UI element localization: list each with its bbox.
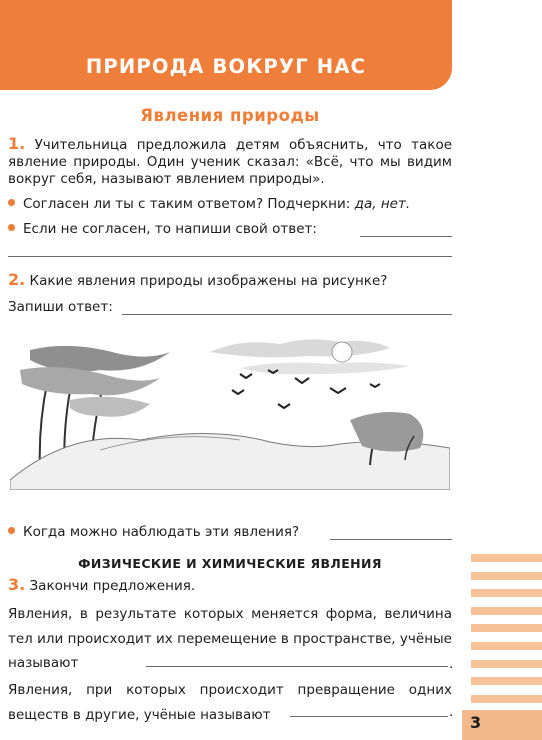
answer-line[interactable] <box>122 314 452 315</box>
task3-sentence2-text: Явления, при которых происходит превращение одних веществ в другие, учёные называют <box>8 682 452 723</box>
task3-number: 3. <box>8 575 26 594</box>
answer-line[interactable] <box>8 256 452 257</box>
task1-text-block <box>8 136 452 187</box>
task2-bullet-text: Когда можно наблюдать эти явления? <box>23 524 300 540</box>
task2-answer-label: Запиши ответ: <box>8 299 113 315</box>
bullet-dot-icon <box>8 199 15 206</box>
end-mark: . <box>449 656 454 672</box>
task3-sentence2 <box>8 678 452 727</box>
section-heading: ФИЗИЧЕСКИЕ И ХИМИЧЕСКИЕ ЯВЛЕНИЯ <box>78 556 382 571</box>
task1-bullet2-text: Если не согласен, то напиши свой ответ: <box>23 221 317 237</box>
end-mark: . <box>449 704 454 720</box>
answer-line[interactable] <box>330 539 452 540</box>
bullet-dot-icon <box>8 224 15 231</box>
chapter-title: ПРИРОДА ВОКРУГ НАС <box>85 55 367 78</box>
task2-text-block <box>8 272 452 290</box>
task1-bullet1 <box>8 196 452 213</box>
answer-line[interactable] <box>146 666 448 667</box>
task2-text: Какие явления природы изображены на рисунке? <box>29 273 388 289</box>
task3-text-block <box>8 577 452 595</box>
page-number: 3 <box>470 713 482 732</box>
task3-sentence1 <box>8 602 452 676</box>
task1-bullet1-text: Согласен ли ты с таким ответом? Подчеркни: <box>23 196 351 212</box>
nature-illustration <box>10 330 450 490</box>
task1-text: Учительница предложила детям объяснить, что такое явление природы. Один ученик сказал: «Всё, что мы видим вокруг себя, называют явлением природы». <box>8 137 453 187</box>
option-yes[interactable]: да, <box>354 196 377 212</box>
task3-text: Закончи предложения. <box>29 578 196 594</box>
answer-line[interactable] <box>360 236 452 237</box>
task3-sentence1-text: Явления, в результате которых меняется форма, величина тел или происходит их перемещение в пространстве, учёные называют <box>8 606 452 672</box>
decorative-stripes <box>471 554 542 712</box>
task2-number: 2. <box>8 270 26 289</box>
option-no[interactable]: нет. <box>380 196 411 212</box>
lesson-title: Явления природы <box>140 106 320 125</box>
bullet-dot-icon <box>8 527 15 534</box>
answer-line[interactable] <box>290 716 448 717</box>
task1-number: 1. <box>8 134 26 153</box>
chapter-banner <box>0 0 452 90</box>
